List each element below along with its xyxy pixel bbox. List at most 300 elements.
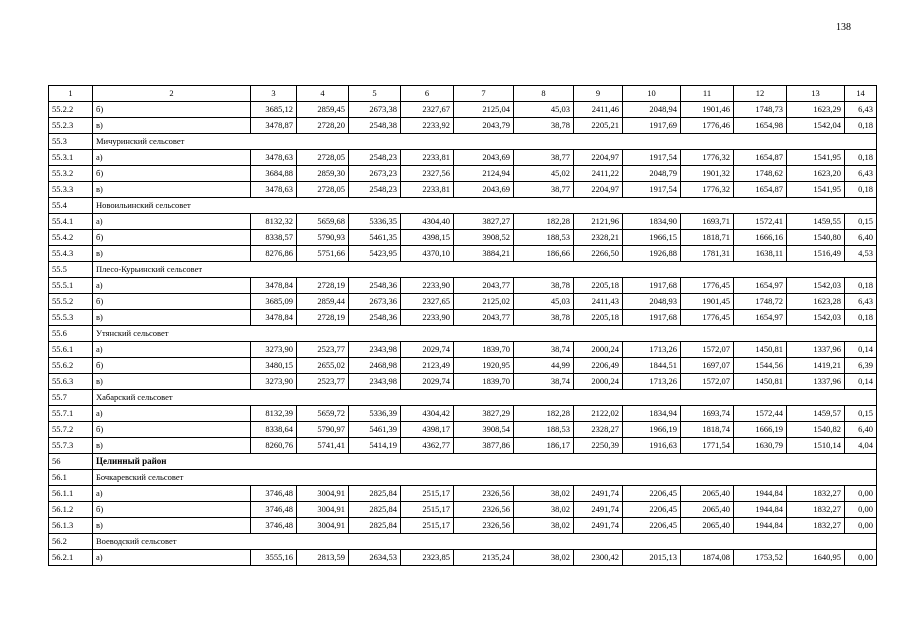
table-cell: 2825,84 [349,486,401,502]
table-cell: 38,02 [514,550,574,566]
column-header: 14 [845,86,877,102]
table-cell: 2233,81 [401,182,454,198]
table-cell: 3273,90 [251,374,297,390]
section-heading-row [49,326,877,342]
section-label: Утянский сельсовет [93,326,877,342]
row-code: 55.3.3 [49,182,93,198]
table-row [49,214,877,230]
table-cell: 2300,42 [574,550,623,566]
table-cell: 38,74 [514,374,574,390]
table-cell: 2728,05 [297,182,349,198]
table-cell: 4362,77 [401,438,454,454]
row-code: 55.7.3 [49,438,93,454]
table-cell: 1697,07 [681,358,734,374]
table-cell: 45,03 [514,102,574,118]
table-cell: 3004,91 [297,486,349,502]
table-cell: 0,15 [845,406,877,422]
row-code: 55.3.2 [49,166,93,182]
table-cell: 3685,12 [251,102,297,118]
table-cell: 2859,45 [297,102,349,118]
section-label: Плесо-Курьинский сельсовет [93,262,877,278]
table-cell: 2523,77 [297,342,349,358]
table-cell: 1917,68 [623,278,681,294]
table-cell: 3480,15 [251,358,297,374]
table-cell: 1901,32 [681,166,734,182]
table-cell: 1776,32 [681,182,734,198]
table-cell: 3004,91 [297,518,349,534]
header-row [49,86,877,102]
table-cell: 2548,23 [349,182,401,198]
row-code: 55.7.1 [49,406,93,422]
table-cell: 2515,17 [401,486,454,502]
table-cell: 1572,07 [681,374,734,390]
section-label: Хабарский сельсовет [93,390,877,406]
row-code: 55.4.2 [49,230,93,246]
table-cell: 1693,74 [681,406,734,422]
row-code: 56.1.3 [49,518,93,534]
column-header: 10 [623,86,681,102]
table-cell: 2548,36 [349,278,401,294]
table-cell: 1776,45 [681,310,734,326]
table-cell: 0,18 [845,278,877,294]
table-cell: 0,00 [845,518,877,534]
table-cell: 2122,02 [574,406,623,422]
table-cell: 8260,76 [251,438,297,454]
row-variant: а) [93,150,251,166]
table-row [49,502,877,518]
row-variant: б) [93,502,251,518]
row-variant: а) [93,342,251,358]
table-cell: 3478,87 [251,118,297,134]
row-code: 55.4.3 [49,246,93,262]
table-cell: 2326,56 [454,486,514,502]
table-cell: 3685,09 [251,294,297,310]
table-cell: 5790,93 [297,230,349,246]
table-cell: 1654,97 [734,278,787,294]
section-code: 55.6 [49,326,93,342]
table-cell: 38,02 [514,518,574,534]
table-cell: 1776,32 [681,150,734,166]
table-cell: 1450,81 [734,374,787,390]
table-cell: 8338,57 [251,230,297,246]
row-variant: б) [93,230,251,246]
table-cell: 1544,56 [734,358,787,374]
table-cell: 5659,68 [297,214,349,230]
table-cell: 1572,44 [734,406,787,422]
table-cell: 2206,49 [574,358,623,374]
table-cell: 2065,40 [681,486,734,502]
table-cell: 1542,03 [787,278,845,294]
row-variant: а) [93,278,251,294]
table-cell: 2859,44 [297,294,349,310]
table-cell: 2029,74 [401,342,454,358]
table-cell: 2673,36 [349,294,401,310]
table-cell: 188,53 [514,230,574,246]
table-cell: 5414,19 [349,438,401,454]
table-cell: 3908,54 [454,422,514,438]
table-cell: 5659,72 [297,406,349,422]
row-code: 56.1.1 [49,486,93,502]
table-cell: 0,00 [845,502,877,518]
table-row [49,310,877,326]
table-cell: 2000,24 [574,374,623,390]
table-cell: 1834,90 [623,214,681,230]
table-cell: 5790,97 [297,422,349,438]
table-cell: 1459,57 [787,406,845,422]
section-code: 56 [49,454,93,470]
row-code: 55.3.1 [49,150,93,166]
table-cell: 4398,17 [401,422,454,438]
row-code: 55.2.3 [49,118,93,134]
table-cell: 1926,88 [623,246,681,262]
table-cell: 0,18 [845,182,877,198]
table-cell: 6,43 [845,102,877,118]
table-cell: 5423,95 [349,246,401,262]
table-cell: 2206,45 [623,518,681,534]
table-cell: 2048,79 [623,166,681,182]
table-row [49,422,877,438]
table-cell: 2323,85 [401,550,454,566]
table-cell: 2233,90 [401,278,454,294]
table-cell: 1917,54 [623,150,681,166]
table-cell: 1966,19 [623,422,681,438]
table-cell: 5336,35 [349,214,401,230]
table-cell: 1638,11 [734,246,787,262]
table-row [49,166,877,182]
table-cell: 1572,41 [734,214,787,230]
table-cell: 1654,87 [734,150,787,166]
section-label: Целинный район [93,454,877,470]
row-code: 55.4.1 [49,214,93,230]
table-cell: 1623,20 [787,166,845,182]
table-cell: 2634,53 [349,550,401,566]
table-cell: 1748,72 [734,294,787,310]
table-cell: 3884,21 [454,246,514,262]
row-code: 55.5.1 [49,278,93,294]
table-cell: 3273,90 [251,342,297,358]
table-cell: 2523,77 [297,374,349,390]
column-header: 12 [734,86,787,102]
table-cell: 2048,94 [623,102,681,118]
table-cell: 4,04 [845,438,877,454]
table-cell: 0,18 [845,118,877,134]
table-cell: 2515,17 [401,518,454,534]
table-cell: 3746,48 [251,502,297,518]
section-heading-row [49,390,877,406]
table-row [49,518,877,534]
table-cell: 2205,21 [574,118,623,134]
table-cell: 3827,29 [454,406,514,422]
table-cell: 38,77 [514,150,574,166]
section-heading-row [49,262,877,278]
table-cell: 2125,02 [454,294,514,310]
table-cell: 1510,14 [787,438,845,454]
table-cell: 1874,08 [681,550,734,566]
section-heading-row [49,470,877,486]
table-row [49,438,877,454]
table-cell: 38,02 [514,486,574,502]
table-cell: 1337,96 [787,342,845,358]
district-heading-row [49,454,877,470]
table-cell: 5751,66 [297,246,349,262]
table-cell: 2000,24 [574,342,623,358]
table-cell: 38,02 [514,502,574,518]
table-cell: 1450,81 [734,342,787,358]
table-cell: 2813,59 [297,550,349,566]
table-cell: 1832,27 [787,486,845,502]
table-cell: 1839,70 [454,374,514,390]
table-cell: 2491,74 [574,502,623,518]
table-cell: 2328,27 [574,422,623,438]
table-cell: 182,28 [514,406,574,422]
section-code: 55.4 [49,198,93,214]
table-cell: 2125,04 [454,102,514,118]
table-cell: 3555,16 [251,550,297,566]
table-cell: 1832,27 [787,502,845,518]
table-cell: 2124,94 [454,166,514,182]
table-cell: 1459,55 [787,214,845,230]
table-row [49,150,877,166]
table-cell: 2043,69 [454,182,514,198]
section-label: Новоильинский сельсовет [93,198,877,214]
table-cell: 2206,45 [623,486,681,502]
table-cell: 2327,67 [401,102,454,118]
table-cell: 1753,52 [734,550,787,566]
column-header: 8 [514,86,574,102]
row-variant: в) [93,518,251,534]
table-cell: 4304,40 [401,214,454,230]
table-cell: 2233,81 [401,150,454,166]
table-cell: 2728,05 [297,150,349,166]
table-cell: 1572,07 [681,342,734,358]
table-cell: 2121,96 [574,214,623,230]
table-cell: 2728,19 [297,278,349,294]
table-row [49,342,877,358]
table-cell: 5461,39 [349,422,401,438]
table-cell: 1541,95 [787,150,845,166]
column-header: 1 [49,86,93,102]
table-cell: 1666,19 [734,422,787,438]
table-cell: 2728,20 [297,118,349,134]
column-header: 11 [681,86,734,102]
table-cell: 1654,87 [734,182,787,198]
table-cell: 3478,63 [251,150,297,166]
table-cell: 2411,22 [574,166,623,182]
row-code: 55.2.2 [49,102,93,118]
table-cell: 2411,46 [574,102,623,118]
row-variant: а) [93,406,251,422]
table-cell: 2205,18 [574,310,623,326]
table-cell: 2491,74 [574,486,623,502]
table-cell: 45,02 [514,166,574,182]
section-code: 56.1 [49,470,93,486]
table-cell: 2043,69 [454,150,514,166]
table-row [49,278,877,294]
table-cell: 1623,28 [787,294,845,310]
table-cell: 188,53 [514,422,574,438]
table-cell: 2343,98 [349,374,401,390]
table-cell: 2135,24 [454,550,514,566]
table-cell: 1771,54 [681,438,734,454]
table-cell: 2206,45 [623,502,681,518]
table-cell: 2548,36 [349,310,401,326]
row-variant: в) [93,182,251,198]
table-cell: 2326,56 [454,518,514,534]
table-row [49,230,877,246]
row-variant: б) [93,102,251,118]
section-code: 55.5 [49,262,93,278]
column-header: 3 [251,86,297,102]
section-label: Воеводский сельсовет [93,534,877,550]
table-cell: 2048,93 [623,294,681,310]
table-cell: 38,78 [514,278,574,294]
table-cell: 182,28 [514,214,574,230]
table-cell: 2327,65 [401,294,454,310]
table-cell: 2515,17 [401,502,454,518]
table-cell: 2655,02 [297,358,349,374]
table-cell: 1419,21 [787,358,845,374]
table-cell: 5741,41 [297,438,349,454]
table-cell: 0,14 [845,374,877,390]
table-cell: 38,78 [514,118,574,134]
table-cell: 6,43 [845,294,877,310]
table-cell: 3004,91 [297,502,349,518]
table-cell: 2250,39 [574,438,623,454]
table-cell: 2343,98 [349,342,401,358]
table-cell: 0,15 [845,214,877,230]
table-cell: 1693,71 [681,214,734,230]
column-header: 13 [787,86,845,102]
table-cell: 1834,94 [623,406,681,422]
table-cell: 2204,97 [574,182,623,198]
table-cell: 38,77 [514,182,574,198]
table-row [49,246,877,262]
table-cell: 4398,15 [401,230,454,246]
table-cell: 1944,84 [734,486,787,502]
table-cell: 1542,04 [787,118,845,134]
row-variant: в) [93,310,251,326]
column-header: 7 [454,86,514,102]
table-cell: 2205,18 [574,278,623,294]
table-cell: 1713,26 [623,342,681,358]
table-cell: 1920,95 [454,358,514,374]
table-cell: 2123,49 [401,358,454,374]
table-cell: 1832,27 [787,518,845,534]
table-cell: 2411,43 [574,294,623,310]
table-cell: 3827,27 [454,214,514,230]
table-cell: 1966,15 [623,230,681,246]
table-cell: 186,17 [514,438,574,454]
table-cell: 0,00 [845,486,877,502]
table-cell: 2065,40 [681,502,734,518]
table-cell: 3746,48 [251,518,297,534]
row-code: 55.5.2 [49,294,93,310]
table-cell: 1916,63 [623,438,681,454]
table-cell: 2326,56 [454,502,514,518]
table-cell: 45,03 [514,294,574,310]
table-cell: 8338,64 [251,422,297,438]
section-heading-row [49,134,877,150]
row-code: 55.7.2 [49,422,93,438]
table-cell: 8132,32 [251,214,297,230]
table-cell: 2327,56 [401,166,454,182]
row-code: 55.6.1 [49,342,93,358]
table-cell: 38,74 [514,342,574,358]
table-cell: 4304,42 [401,406,454,422]
table-cell: 1781,31 [681,246,734,262]
row-code: 55.6.3 [49,374,93,390]
table-cell: 5461,35 [349,230,401,246]
table-cell: 1541,95 [787,182,845,198]
column-header: 2 [93,86,251,102]
row-variant: б) [93,422,251,438]
table-cell: 2065,40 [681,518,734,534]
row-variant: б) [93,358,251,374]
section-code: 56.2 [49,534,93,550]
table-cell: 1818,71 [681,230,734,246]
table-cell: 2043,77 [454,278,514,294]
table-row [49,550,877,566]
table-cell: 3746,48 [251,486,297,502]
table-cell: 8276,86 [251,246,297,262]
table-cell: 2043,79 [454,118,514,134]
column-header: 6 [401,86,454,102]
table-cell: 1623,29 [787,102,845,118]
section-code: 55.7 [49,390,93,406]
table-row [49,374,877,390]
table-cell: 1776,45 [681,278,734,294]
table-cell: 1540,82 [787,422,845,438]
column-header: 9 [574,86,623,102]
section-heading-row [49,198,877,214]
row-variant: а) [93,214,251,230]
table-cell: 0,00 [845,550,877,566]
table-cell: 6,40 [845,422,877,438]
table-cell: 0,18 [845,150,877,166]
table-cell: 0,18 [845,310,877,326]
row-variant: б) [93,294,251,310]
section-code: 55.3 [49,134,93,150]
table-row [49,486,877,502]
table-cell: 2859,30 [297,166,349,182]
table-cell: 1917,68 [623,310,681,326]
table-cell: 5336,39 [349,406,401,422]
table-cell: 1516,49 [787,246,845,262]
table-cell: 2468,98 [349,358,401,374]
row-variant: б) [93,166,251,182]
section-label: Бочкаревский сельсовет [93,470,877,486]
row-code: 55.6.2 [49,358,93,374]
table-cell: 1844,51 [623,358,681,374]
data-table [48,85,877,566]
table-cell: 1944,84 [734,518,787,534]
row-variant: в) [93,118,251,134]
row-variant: в) [93,374,251,390]
row-code: 56.1.2 [49,502,93,518]
table-cell: 4370,10 [401,246,454,262]
table-cell: 1630,79 [734,438,787,454]
table-body [49,86,877,566]
table-cell: 1713,26 [623,374,681,390]
table-cell: 2029,74 [401,374,454,390]
table-cell: 3478,63 [251,182,297,198]
table-cell: 3877,86 [454,438,514,454]
table-cell: 2548,38 [349,118,401,134]
table-cell: 6,39 [845,358,877,374]
section-heading-row [49,534,877,550]
table-row [49,358,877,374]
table-cell: 2328,21 [574,230,623,246]
